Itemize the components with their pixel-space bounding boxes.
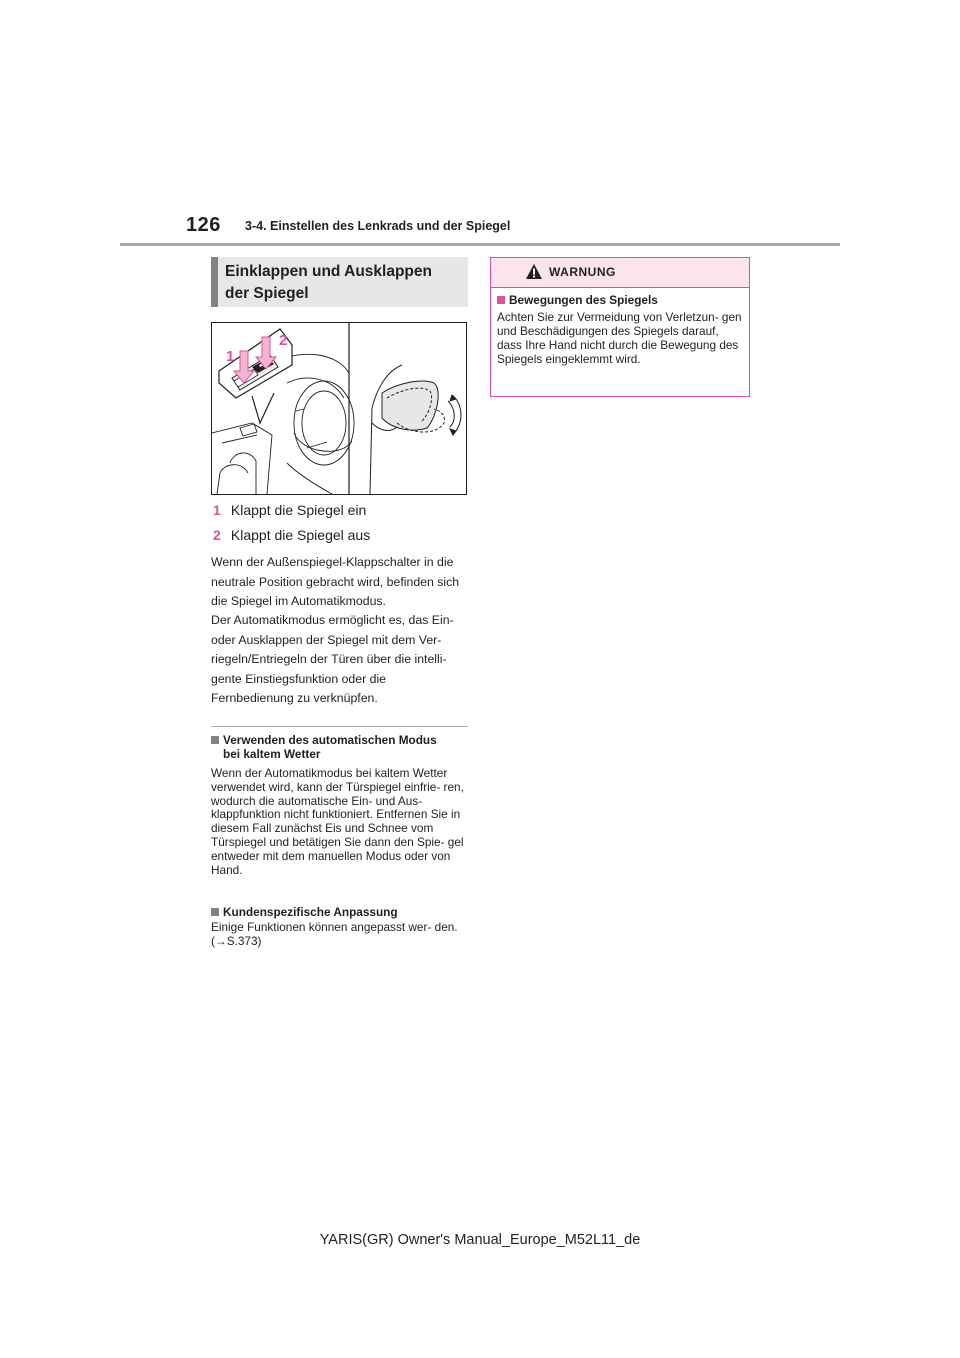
step-text: Klappt die Spiegel ein: [230, 502, 367, 518]
warning-triangle-icon: [525, 263, 543, 280]
section-heading-line2: der Spiegel: [225, 285, 309, 302]
step-number: 1: [213, 502, 221, 518]
section-heading-line1: Einklappen und Ausklappen: [225, 263, 432, 280]
illustration-svg: [212, 323, 466, 494]
chapter-title: 3-4. Einstellen des Lenkrads und der Spiegel: [245, 219, 511, 233]
mirror-switch-illustration: [211, 322, 467, 495]
subheading-customization: Kundenspezifische Anpassung: [211, 905, 469, 919]
step-fold-out: [213, 527, 370, 543]
warning-subtitle: Bewegungen des Spiegels: [497, 293, 658, 307]
warning-title: WARNUNG: [549, 265, 616, 279]
warning-text: Achten Sie zur Vermeidung von Verletzun- gen und Beschädigungen des Spiegels darauf, dass Ihre Hand nicht durch die Bewegung des Spiegels eingeklemmt wird.: [497, 310, 742, 366]
section-heading: [211, 257, 468, 307]
subheading-cold-weather: Verwenden des automatischen Modus bei kaltem Wetter: [211, 733, 469, 761]
warning-header: [491, 258, 749, 288]
callout-1: 1: [226, 348, 235, 365]
callout-2: 2: [279, 332, 288, 349]
step-number: 2: [213, 527, 221, 543]
header-rule: [120, 243, 840, 246]
customization-text: Einige Funktionen können angepasst wer- den. (→S.373): [211, 920, 458, 948]
page-number: 126: [186, 214, 221, 236]
square-bullet-icon: [211, 908, 219, 916]
square-bullet-icon: [211, 736, 219, 744]
section-divider: [211, 726, 468, 727]
paragraph-neutral-position: Wenn der Außenspiegel-Klappschalter in die neutrale Position gebracht wird, befinden sich die Spiegel im Automatikmodus.: [211, 555, 460, 608]
step-fold-in: [213, 502, 366, 518]
warning-box: [490, 257, 750, 397]
cold-weather-text: Wenn der Automatikmodus bei kaltem Wetter verwendet wird, kann der Türspiegel einfrie- ren, wodurch die automatische Ein- und Aus- klappfunktion nicht funktioniert. Entfernen Sie in diesem Fall zunächst Eis und Schnee vom Türspiegel und betätigen Sie dann den Spie- gel entweder mit dem manuellen Modus oder von Hand.: [211, 766, 464, 877]
square-bullet-icon: [497, 296, 505, 304]
footer-manual-id: YARIS(GR) Owner's Manual_Europe_M52L11_de: [319, 1232, 641, 1248]
paragraph-automatic-mode: Der Automatikmodus ermöglicht es, das Ein- oder Ausklappen der Spiegel mit dem Ver- riegeln/Entriegeln der Türen über die intelli- gente Einstiegsfunktion oder die Fernbedienung zu verknüpfen.: [211, 613, 454, 705]
step-text: Klappt die Spiegel aus: [230, 527, 371, 543]
